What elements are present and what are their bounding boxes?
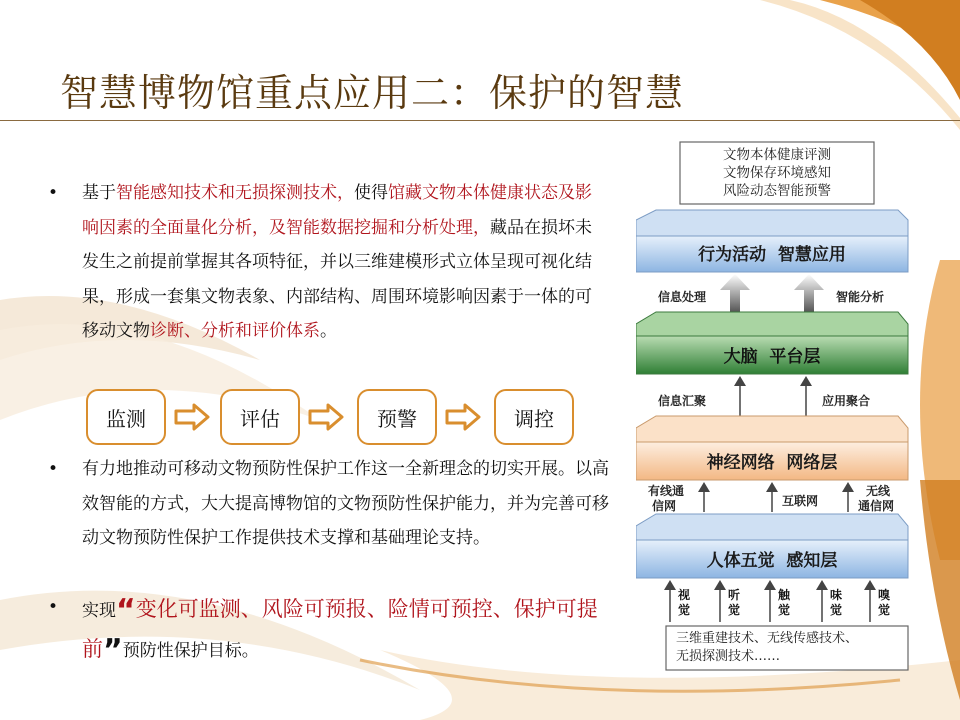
text-segment: 使得 [354,183,388,203]
sense-char: 觉 [727,603,740,617]
page-title: 智慧博物馆重点应用二：保护的智慧 [60,71,685,115]
app-left-label: 信息处理 [658,290,707,304]
quote-close: ” [103,633,123,668]
bullet-text-2: 有力地推动可移动文物预防性保护工作这一全新理念的切实开展。以高效智能的方式，大大提高博物馆的文物预防性保护能力，并为完善可移动文物预防性保护工作提供技术支撑和基础理论支持。 [82,459,609,548]
sense-char: 觉 [829,603,842,617]
sense-char: 觉 [777,603,790,617]
layer-sense-label: 人体五觉 感知层 [706,551,838,571]
sense-char: 味 [829,588,842,602]
top-box-line: 风险动态智能预警 [723,183,831,199]
bullet-text-3 [82,590,642,670]
quote-open: “ [116,593,136,628]
bottom-box-line: 无损探测技术…… [676,649,781,664]
layer-network-label: 神经网络 网络层 [706,453,838,473]
flow-step-warn: 预警 [357,389,437,445]
title-divider [0,120,960,121]
brain-left-label: 信息汇聚 [658,394,707,408]
net-right-label [858,484,894,514]
emphasis-segment: 变化可监测、风险可预报、险情可预控、保护可提前 [82,597,598,661]
sense-char: 听 [727,588,740,602]
sense-hearing [726,588,742,618]
layer-brain-label: 大脑 平台层 [723,347,821,367]
arrow-right-icon [308,403,344,431]
architecture-diagram [636,140,916,680]
diagram-bottom-box [676,630,906,666]
top-box-line: 文物本体健康评测 [723,147,831,163]
sense-char: 触 [777,588,790,602]
arrow-right-icon [174,403,210,431]
sense-char: 觉 [877,603,890,617]
bullet-text-1 [82,176,602,349]
top-box-line: 文物保存环境感知 [723,165,831,181]
text-segment: 藏品在损坏未发生之前提前掌握其各项特征，并以三维建模形式立体呈现可视化结果，形成一套集文物表象、内部结构、周围环境影响因素于一体的可移动文物 [82,217,592,341]
sense-char: 觉 [677,603,690,617]
net-right-line: 通信网 [858,499,895,513]
sense-sight [676,588,692,618]
emphasis-segment: 诊断、分析和评价体系 [150,321,320,341]
sense-taste [828,588,844,618]
bottom-box-line: 三维重建技术、无线传感技术、 [676,631,859,646]
sense-touch [776,588,792,618]
brain-right-label: 应用聚合 [822,394,871,408]
app-right-label: 智能分析 [836,290,885,304]
text-segment: 实现 [82,601,116,621]
bullet-dot: • [48,183,59,203]
emphasis-segment: 馆藏文物本体健康状态及影响因素的全面量化分析，及智能数据挖掘和分析处理， [82,183,592,238]
diagram-top-box [682,146,872,200]
flow-step-control: 调控 [494,389,574,445]
text-segment: 基于 [82,183,116,203]
net-mid-label: 互联网 [782,494,819,508]
net-left-line: 信网 [652,499,677,513]
arrow-right-icon [445,403,481,431]
text-segment: 。 [320,321,337,341]
bullet-dot: • [48,597,59,617]
net-right-line: 无线 [866,484,891,498]
net-left-line: 有线通 [648,484,685,498]
layer-app-label: 行为活动 智慧应用 [698,245,846,265]
flow-step-monitor: 监测 [86,389,166,445]
sense-char: 嗅 [877,588,890,602]
net-left-label [648,484,684,514]
bullet-dot: • [48,459,59,479]
sense-char: 视 [677,588,690,602]
text-segment: 预防性保护目标。 [122,641,259,661]
sense-smell [876,588,892,618]
flow-step-assess: 评估 [220,389,300,445]
emphasis-segment: 智能感知技术和无损探测技术， [116,183,354,203]
